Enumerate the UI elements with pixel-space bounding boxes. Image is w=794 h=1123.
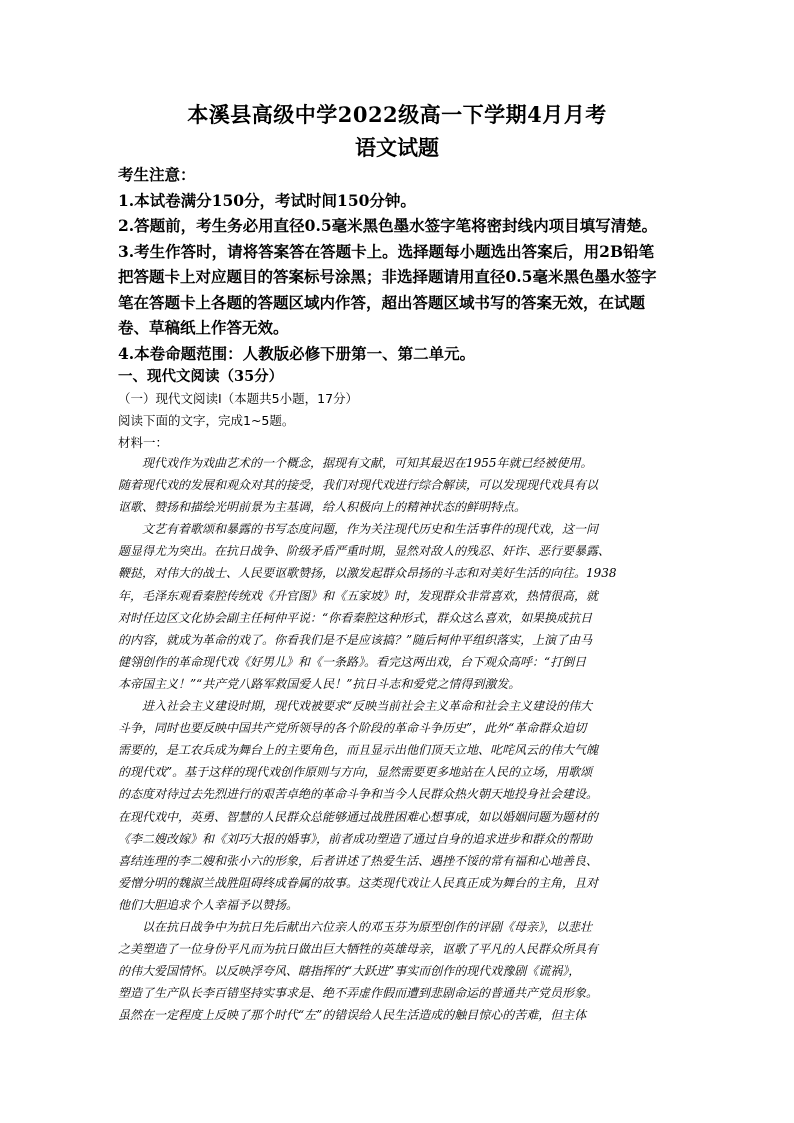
passage-line: 题显得尤为突出。在抗日战争、阶级矛盾严重时期，显然对敌人的残忍、奸诈、恶行要暴露、 (118, 544, 611, 559)
passage-line: 的现代戏”。基于这样的现代戏创作原则与方向，显然需要更多地站在人民的立场，用歌颂 (118, 765, 593, 780)
passage-line: 本帝国主义！”“共产党八路军救国爱人民！”抗日斗志和爱党之情得到激发。 (118, 676, 521, 691)
sub-section-heading: （一）现代文阅读Ⅰ（本题共5小题，17分） (118, 391, 359, 406)
notice-line: 2.答题前，考生务必用直径0.5毫米黑色墨水签字笔将密封线内项目填写清楚。 (118, 216, 658, 235)
exam-subtitle: 语文试题 (355, 135, 439, 160)
notice-line: 卷、草稿纸上作答无效。 (118, 318, 289, 337)
exam-title: 本溪县高级中学2022级高一下学期4月月考 (187, 102, 607, 127)
passage-line: 以在抗日战争中为抗日先后献出六位亲人的邓玉芬为原型创作的评剧《母亲》，以悲壮 (118, 919, 593, 934)
passage-line: 的内容，就成为革命的戏了。你看我们是不是应该搞？”随后柯仲平组织落实，上演了由马 (118, 632, 593, 647)
passage-line: 爱憎分明的魏淑兰战胜阻碍终成眷属的故事。这类现代戏让人民真正成为舞台的主角，且对 (118, 875, 599, 890)
passage-line: 随着现代戏的发展和观众对其的接受，我们对现代戏进行综合解读，可以发现现代戏具有以 (118, 478, 599, 493)
notice-heading: 考生注意： (118, 165, 196, 184)
passage-line: 的伟大爱国情怀。以反映浮夸风、瞎指挥的“大跃进”事实而创作的现代戏豫剧《谎祸》， (118, 964, 581, 979)
passage-line: 年，毛泽东观看秦腔传统戏《升官图》和《五家坡》时，发现群众非常喜欢，热情很高，就 (118, 588, 599, 603)
passage-line: 讴歌、赞扬和描绘光明前景为主基调，给人积极向上的精神状态的鲜明特点。 (118, 500, 527, 515)
passage-line: 他们大胆追求个人幸福予以赞扬。 (118, 897, 299, 912)
notice-line: 笔在答题卡上各题的答题区域内作答，超出答题区域书写的答案无效，在试题 (118, 292, 646, 312)
reading-passage (118, 452, 678, 1026)
passage-line: 健翎创作的革命现代戏《好男儿》和《一条路》。看完这两出戏，台下观众高呼：“打倒日 (118, 654, 587, 669)
passage-line: 需要的，是工农兵成为舞台上的主要角色，而且显示出他们顶天立地、叱咤风云的伟大气魄 (118, 743, 599, 758)
passage-line: 的态度对待过去先烈进行的艰苦卓绝的革命斗争和当今人民群众热火朝天地投身社会建设。 (118, 787, 599, 802)
passage-line: 文艺有着歌颂和暴露的书写态度问题，作为关注现代历史和生活事件的现代戏，这一问 (118, 522, 599, 537)
notice-line: 4.本卷命题范围：人教版必修下册第一、第二单元。 (118, 343, 476, 363)
passage-line: 塑造了生产队长李百错坚持实事求是、绝不弄虚作假而遭到悲剧命运的普通共产党员形象。 (118, 986, 599, 1001)
passage-line: 虽然在一定程度上反映了那个时代“左”的错误给人民生活造成的触目惊心的苦难，但主体 (118, 1008, 587, 1023)
passage-line: 斗争，同时也要反映中国共产党所领导的各个阶段的革命斗争历史”，此外“革命群众迫切 (118, 721, 587, 736)
passage-line: 对时任边区文化协会副主任柯仲平说：“你看秦腔这种形式，群众这么喜欢，如果换成抗日 (118, 610, 593, 625)
section-heading: 一、现代文阅读（35分） (118, 368, 284, 385)
notice-line: 1.本试卷满分150分，考试时间150分钟。 (118, 190, 416, 210)
notice-line: 把答题卡上对应题目的答案标号涂黑；非选择题请用直径0.5毫米黑色墨水签字 (118, 267, 657, 286)
reading-instruction: 阅读下面的文字，完成1~5题。 (118, 413, 295, 428)
passage-line: 鞭挞，对伟大的战士、人民要讴歌赞扬，以激发起群众昂扬的斗志和对美好生活的向往。1938 (118, 566, 617, 581)
passage-line: 《李二嫂改嫁》和《刘巧大报的婚事》，前者成功塑造了通过自身的追求进步和群众的帮助 (118, 831, 593, 846)
passage-line: 之美塑造了一位身份平凡而为抗日做出巨大牺牲的英雄母亲，讴歌了平凡的人民群众所具有 (118, 942, 599, 957)
exam-notice (118, 162, 718, 366)
material-label: 材料一： (118, 435, 169, 450)
notice-line: 3.考生作答时，请将答案答在答题卡上。选择题每小题选出答案后，用2B铅笔 (118, 241, 655, 261)
passage-line: 现代戏作为戏曲艺术的一个概念，据现有文献，可知其最迟在1955年就已经被使用。 (118, 456, 593, 470)
passage-line: 喜结连理的李二嫂和张小六的形象，后者讲述了热爱生活、遇挫不馁的常有福和心地善良、 (118, 853, 599, 868)
passage-line: 进入社会主义建设时期，现代戏被要求“反映当前社会主义革命和社会主义建设的伟大 (118, 699, 593, 714)
passage-line: 在现代戏中，英勇、智慧的人民群众总能够通过战胜困难心想事成，如以婚姻问题为题材的 (118, 809, 599, 824)
